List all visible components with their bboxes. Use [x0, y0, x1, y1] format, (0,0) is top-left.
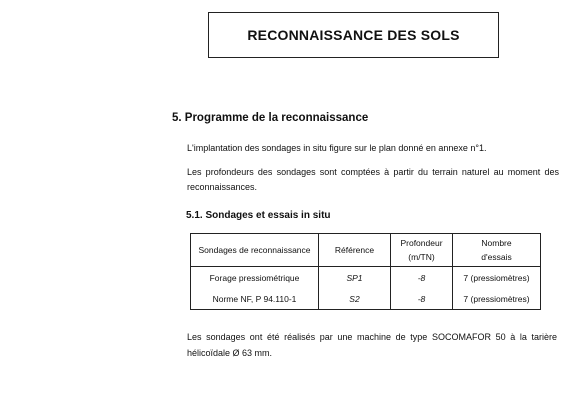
cell-nombre-essais: 7 (pressiomètres): [453, 288, 541, 310]
section-heading: 5. Programme de la reconnaissance: [172, 112, 369, 124]
document-title: RECONNAISSANCE DES SOLS: [247, 27, 460, 43]
table-row: [191, 288, 541, 310]
table-header-row: [191, 234, 541, 267]
table-body: [191, 267, 541, 310]
cell-profondeur: -8: [391, 267, 453, 289]
paragraph-implantation: L'implantation des sondages in situ figure sur le plan donné en annexe n°1.: [187, 143, 487, 153]
header-sondages: Sondages de reconnaissance: [191, 234, 319, 267]
header-profondeur: [391, 234, 453, 267]
subsection-heading: 5.1. Sondages et essais in situ: [186, 210, 331, 221]
cell-sondage: Norme NF, P 94.110-1: [191, 288, 319, 310]
header-profondeur-line-1: Profondeur: [400, 238, 443, 248]
paragraph-profondeurs: Les profondeurs des sondages sont comptées à partir du terrain naturel au moment des reconnaissances.: [187, 167, 559, 192]
title-box: [208, 12, 499, 58]
cell-sondage: Forage pressiométrique: [191, 267, 319, 289]
table-header: [191, 234, 541, 267]
header-reference: Référence: [319, 234, 391, 267]
sondages-table: [190, 233, 541, 310]
cell-nombre-essais: 7 (pressiomètres): [453, 267, 541, 289]
paragraph-machine: Les sondages ont été réalisés par une machine de type SOCOMAFOR 50 à la tarière hélicoïdale Ø 63 mm.: [187, 332, 557, 358]
header-nombre-essais-line-1: Nombre: [481, 238, 512, 248]
header-nombre-essais: [453, 234, 541, 267]
header-profondeur-line-2: (m/TN): [408, 252, 435, 262]
cell-profondeur: -8: [391, 288, 453, 310]
header-nombre-essais-line-2: d'essais: [481, 252, 512, 262]
cell-reference: SP1: [319, 267, 391, 289]
cell-reference: S2: [319, 288, 391, 310]
table-row: [191, 267, 541, 289]
